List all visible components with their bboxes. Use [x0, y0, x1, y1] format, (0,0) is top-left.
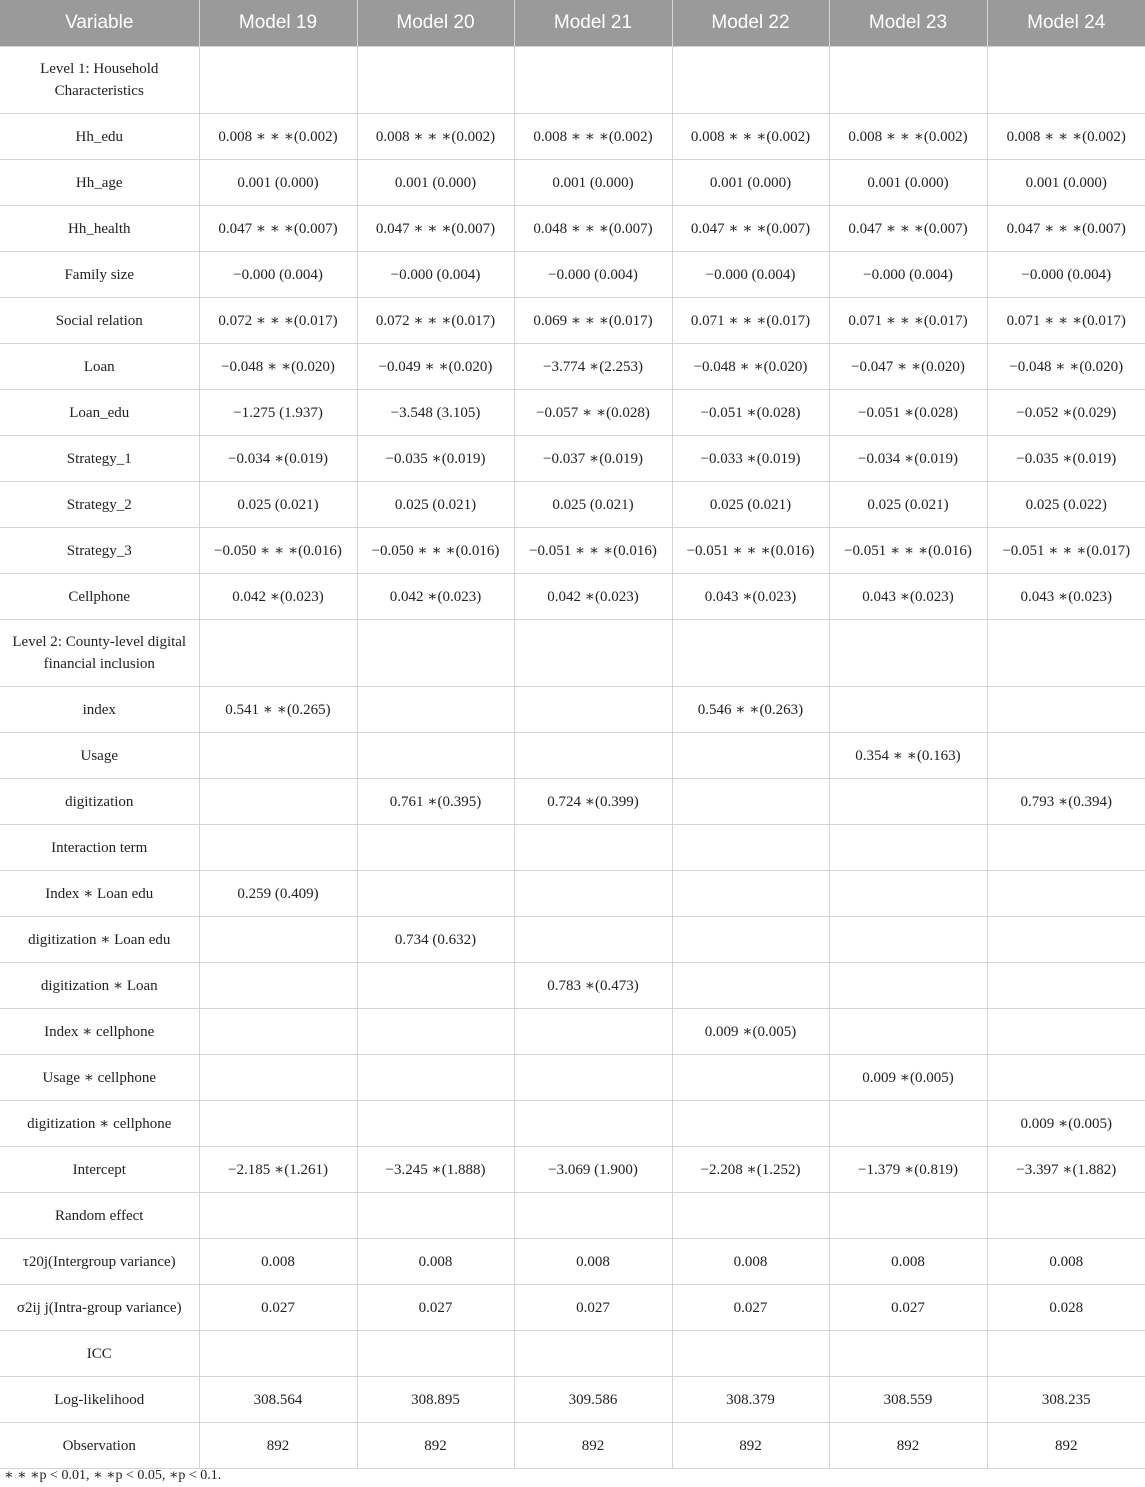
cell-model-21: [514, 1331, 672, 1377]
cell-model-19: 0.027: [199, 1285, 357, 1331]
cell-model-19: −2.185 ∗(1.261): [199, 1147, 357, 1193]
cell-model-22: [672, 1331, 829, 1377]
cell-model-23: 0.025 (0.021): [829, 482, 987, 528]
cell-model-19: [199, 1193, 357, 1239]
table-row: [0, 733, 1145, 779]
cell-model-23: [829, 1009, 987, 1055]
table-row: [0, 825, 1145, 871]
cell-model-23: −0.051 ∗(0.028): [829, 390, 987, 436]
cell-model-23: −0.000 (0.004): [829, 252, 987, 298]
row-label: digitization ∗ Loan edu: [0, 917, 199, 963]
cell-model-21: [514, 871, 672, 917]
cell-model-19: 0.025 (0.021): [199, 482, 357, 528]
cell-model-22: −0.051 ∗ ∗ ∗(0.016): [672, 528, 829, 574]
cell-model-19: 0.259 (0.409): [199, 871, 357, 917]
cell-model-19: [199, 1055, 357, 1101]
row-label: τ20j(Intergroup variance): [0, 1239, 199, 1285]
cell-model-20: [357, 47, 514, 114]
row-label: digitization ∗ cellphone: [0, 1101, 199, 1147]
cell-model-20: 0.008: [357, 1239, 514, 1285]
cell-model-19: 0.001 (0.000): [199, 160, 357, 206]
header-variable: Variable: [0, 0, 199, 47]
table-row: [0, 390, 1145, 436]
cell-model-22: 0.043 ∗(0.023): [672, 574, 829, 620]
cell-model-23: [829, 779, 987, 825]
table-row: [0, 1101, 1145, 1147]
cell-model-22: 0.071 ∗ ∗ ∗(0.017): [672, 298, 829, 344]
table-row: [0, 160, 1145, 206]
cell-model-24: 0.071 ∗ ∗ ∗(0.017): [987, 298, 1145, 344]
cell-model-24: [987, 917, 1145, 963]
cell-model-23: 0.354 ∗ ∗(0.163): [829, 733, 987, 779]
cell-model-21: −3.069 (1.900): [514, 1147, 672, 1193]
cell-model-23: [829, 963, 987, 1009]
table-row: [0, 963, 1145, 1009]
cell-model-24: 0.047 ∗ ∗ ∗(0.007): [987, 206, 1145, 252]
cell-model-21: [514, 1101, 672, 1147]
cell-model-23: [829, 1101, 987, 1147]
cell-model-20: 0.001 (0.000): [357, 160, 514, 206]
cell-model-20: 0.042 ∗(0.023): [357, 574, 514, 620]
row-label: Cellphone: [0, 574, 199, 620]
row-label: Usage ∗ cellphone: [0, 1055, 199, 1101]
cell-model-24: −0.048 ∗ ∗(0.020): [987, 344, 1145, 390]
cell-model-20: −0.000 (0.004): [357, 252, 514, 298]
cell-model-21: 0.042 ∗(0.023): [514, 574, 672, 620]
row-label: Strategy_2: [0, 482, 199, 528]
cell-model-22: [672, 917, 829, 963]
cell-model-20: −3.245 ∗(1.888): [357, 1147, 514, 1193]
row-label: Family size: [0, 252, 199, 298]
cell-model-19: [199, 1101, 357, 1147]
cell-model-22: 0.047 ∗ ∗ ∗(0.007): [672, 206, 829, 252]
cell-model-22: −0.000 (0.004): [672, 252, 829, 298]
cell-model-20: 0.008 ∗ ∗ ∗(0.002): [357, 114, 514, 160]
header-model-20: Model 20: [357, 0, 514, 47]
cell-model-21: 0.008 ∗ ∗ ∗(0.002): [514, 114, 672, 160]
cell-model-23: 0.027: [829, 1285, 987, 1331]
header-model-24: Model 24: [987, 0, 1145, 47]
cell-model-21: −0.000 (0.004): [514, 252, 672, 298]
cell-model-23: [829, 687, 987, 733]
table-row: [0, 1285, 1145, 1331]
cell-model-23: 0.001 (0.000): [829, 160, 987, 206]
cell-model-23: −0.047 ∗ ∗(0.020): [829, 344, 987, 390]
cell-model-21: 0.069 ∗ ∗ ∗(0.017): [514, 298, 672, 344]
cell-model-20: [357, 963, 514, 1009]
row-label: Intercept: [0, 1147, 199, 1193]
cell-model-22: 0.009 ∗(0.005): [672, 1009, 829, 1055]
cell-model-19: 892: [199, 1423, 357, 1469]
row-label: Social relation: [0, 298, 199, 344]
cell-model-19: 0.072 ∗ ∗ ∗(0.017): [199, 298, 357, 344]
cell-model-21: 0.027: [514, 1285, 672, 1331]
cell-model-21: 0.048 ∗ ∗ ∗(0.007): [514, 206, 672, 252]
cell-model-21: [514, 1193, 672, 1239]
cell-model-21: 0.001 (0.000): [514, 160, 672, 206]
cell-model-21: 0.724 ∗(0.399): [514, 779, 672, 825]
header-model-23: Model 23: [829, 0, 987, 47]
cell-model-24: [987, 1055, 1145, 1101]
cell-model-21: [514, 620, 672, 687]
row-label: Hh_age: [0, 160, 199, 206]
cell-model-24: 0.001 (0.000): [987, 160, 1145, 206]
cell-model-24: [987, 963, 1145, 1009]
cell-model-22: [672, 779, 829, 825]
cell-model-22: 308.379: [672, 1377, 829, 1423]
cell-model-20: 892: [357, 1423, 514, 1469]
row-label: Strategy_1: [0, 436, 199, 482]
cell-model-19: 0.541 ∗ ∗(0.265): [199, 687, 357, 733]
cell-model-24: −0.035 ∗(0.019): [987, 436, 1145, 482]
header-model-21: Model 21: [514, 0, 672, 47]
table-row: [0, 1423, 1145, 1469]
cell-model-19: [199, 47, 357, 114]
cell-model-24: −0.051 ∗ ∗ ∗(0.017): [987, 528, 1145, 574]
cell-model-20: [357, 1193, 514, 1239]
cell-model-23: [829, 917, 987, 963]
row-label: Hh_health: [0, 206, 199, 252]
cell-model-21: [514, 825, 672, 871]
cell-model-19: 308.564: [199, 1377, 357, 1423]
table-row: [0, 252, 1145, 298]
cell-model-20: 0.027: [357, 1285, 514, 1331]
cell-model-19: [199, 1331, 357, 1377]
table-row: [0, 687, 1145, 733]
cell-model-24: −0.000 (0.004): [987, 252, 1145, 298]
cell-model-24: −0.052 ∗(0.029): [987, 390, 1145, 436]
row-label: ICC: [0, 1331, 199, 1377]
table-row: [0, 620, 1145, 687]
table-body: [0, 47, 1145, 1469]
cell-model-19: 0.047 ∗ ∗ ∗(0.007): [199, 206, 357, 252]
cell-model-19: 0.042 ∗(0.023): [199, 574, 357, 620]
cell-model-20: 0.025 (0.021): [357, 482, 514, 528]
cell-model-22: [672, 825, 829, 871]
cell-model-19: [199, 733, 357, 779]
cell-model-21: 309.586: [514, 1377, 672, 1423]
cell-model-23: [829, 1193, 987, 1239]
cell-model-24: [987, 871, 1145, 917]
table-row: [0, 114, 1145, 160]
row-label: digitization: [0, 779, 199, 825]
cell-model-21: [514, 1009, 672, 1055]
cell-model-23: [829, 825, 987, 871]
cell-model-22: [672, 871, 829, 917]
cell-model-23: 0.008 ∗ ∗ ∗(0.002): [829, 114, 987, 160]
cell-model-22: 0.008: [672, 1239, 829, 1285]
cell-model-19: [199, 1009, 357, 1055]
cell-model-22: −0.033 ∗(0.019): [672, 436, 829, 482]
cell-model-19: 0.008: [199, 1239, 357, 1285]
row-label: Loan_edu: [0, 390, 199, 436]
cell-model-23: 0.043 ∗(0.023): [829, 574, 987, 620]
cell-model-23: [829, 1331, 987, 1377]
table-row: [0, 206, 1145, 252]
cell-model-19: −0.050 ∗ ∗ ∗(0.016): [199, 528, 357, 574]
table-row: [0, 1055, 1145, 1101]
cell-model-20: 0.047 ∗ ∗ ∗(0.007): [357, 206, 514, 252]
cell-model-24: [987, 687, 1145, 733]
row-label: Random effect: [0, 1193, 199, 1239]
cell-model-24: 0.028: [987, 1285, 1145, 1331]
row-label: Strategy_3: [0, 528, 199, 574]
cell-model-19: −0.000 (0.004): [199, 252, 357, 298]
cell-model-22: 0.008 ∗ ∗ ∗(0.002): [672, 114, 829, 160]
cell-model-22: [672, 1193, 829, 1239]
table-row: [0, 344, 1145, 390]
cell-model-19: [199, 779, 357, 825]
cell-model-22: −0.051 ∗(0.028): [672, 390, 829, 436]
table-row: [0, 1193, 1145, 1239]
cell-model-24: 0.043 ∗(0.023): [987, 574, 1145, 620]
cell-model-21: −0.037 ∗(0.019): [514, 436, 672, 482]
cell-model-19: [199, 963, 357, 1009]
cell-model-23: −0.034 ∗(0.019): [829, 436, 987, 482]
cell-model-24: [987, 825, 1145, 871]
cell-model-20: 0.734 (0.632): [357, 917, 514, 963]
cell-model-21: [514, 47, 672, 114]
cell-model-21: −0.051 ∗ ∗ ∗(0.016): [514, 528, 672, 574]
significance-footnote: ∗ ∗ ∗p < 0.01, ∗ ∗p < 0.05, ∗p < 0.1.: [4, 1468, 222, 1483]
cell-model-19: −0.034 ∗(0.019): [199, 436, 357, 482]
header-model-19: Model 19: [199, 0, 357, 47]
table-row: [0, 436, 1145, 482]
cell-model-20: [357, 1101, 514, 1147]
cell-model-24: 0.009 ∗(0.005): [987, 1101, 1145, 1147]
cell-model-20: 0.761 ∗(0.395): [357, 779, 514, 825]
cell-model-20: [357, 733, 514, 779]
cell-model-23: 0.009 ∗(0.005): [829, 1055, 987, 1101]
cell-model-22: [672, 47, 829, 114]
cell-model-24: [987, 620, 1145, 687]
cell-model-22: [672, 620, 829, 687]
cell-model-22: [672, 963, 829, 1009]
cell-model-22: −2.208 ∗(1.252): [672, 1147, 829, 1193]
table-header-row: [0, 0, 1145, 47]
cell-model-24: 308.235: [987, 1377, 1145, 1423]
cell-model-19: −0.048 ∗ ∗(0.020): [199, 344, 357, 390]
table-row: [0, 1377, 1145, 1423]
cell-model-21: [514, 733, 672, 779]
cell-model-24: [987, 1331, 1145, 1377]
cell-model-19: [199, 825, 357, 871]
row-label: Log-likelihood: [0, 1377, 199, 1423]
cell-model-23: 0.071 ∗ ∗ ∗(0.017): [829, 298, 987, 344]
table-row: [0, 1009, 1145, 1055]
cell-model-24: [987, 1009, 1145, 1055]
cell-model-21: [514, 1055, 672, 1101]
row-label: Usage: [0, 733, 199, 779]
cell-model-23: 0.008: [829, 1239, 987, 1285]
cell-model-23: −1.379 ∗(0.819): [829, 1147, 987, 1193]
cell-model-20: −0.050 ∗ ∗ ∗(0.016): [357, 528, 514, 574]
table-row: [0, 871, 1145, 917]
cell-model-21: 0.008: [514, 1239, 672, 1285]
cell-model-19: −1.275 (1.937): [199, 390, 357, 436]
table-row: [0, 917, 1145, 963]
cell-model-20: −3.548 (3.105): [357, 390, 514, 436]
cell-model-19: [199, 917, 357, 963]
table-row: [0, 1147, 1145, 1193]
cell-model-22: 0.546 ∗ ∗(0.263): [672, 687, 829, 733]
cell-model-23: [829, 47, 987, 114]
cell-model-20: [357, 871, 514, 917]
row-label: Hh_edu: [0, 114, 199, 160]
cell-model-23: −0.051 ∗ ∗ ∗(0.016): [829, 528, 987, 574]
cell-model-20: [357, 687, 514, 733]
cell-model-20: −0.049 ∗ ∗(0.020): [357, 344, 514, 390]
row-label: index: [0, 687, 199, 733]
cell-model-22: 0.027: [672, 1285, 829, 1331]
cell-model-21: −3.774 ∗(2.253): [514, 344, 672, 390]
cell-model-20: −0.035 ∗(0.019): [357, 436, 514, 482]
cell-model-23: 0.047 ∗ ∗ ∗(0.007): [829, 206, 987, 252]
cell-model-24: 0.008: [987, 1239, 1145, 1285]
cell-model-22: [672, 1101, 829, 1147]
cell-model-22: 0.025 (0.021): [672, 482, 829, 528]
cell-model-23: 892: [829, 1423, 987, 1469]
row-label: Interaction term: [0, 825, 199, 871]
cell-model-24: [987, 47, 1145, 114]
cell-model-23: [829, 871, 987, 917]
table-row: [0, 779, 1145, 825]
cell-model-21: 0.783 ∗(0.473): [514, 963, 672, 1009]
cell-model-24: 892: [987, 1423, 1145, 1469]
cell-model-19: 0.008 ∗ ∗ ∗(0.002): [199, 114, 357, 160]
row-label: digitization ∗ Loan: [0, 963, 199, 1009]
row-label: Level 1: Household Characteristics: [0, 47, 199, 114]
cell-model-20: [357, 620, 514, 687]
row-label: σ2ij j(Intra-group variance): [0, 1285, 199, 1331]
cell-model-20: [357, 1055, 514, 1101]
table-row: [0, 528, 1145, 574]
header-model-22: Model 22: [672, 0, 829, 47]
cell-model-20: [357, 1009, 514, 1055]
cell-model-22: −0.048 ∗ ∗(0.020): [672, 344, 829, 390]
cell-model-22: 0.001 (0.000): [672, 160, 829, 206]
cell-model-23: 308.559: [829, 1377, 987, 1423]
cell-model-23: [829, 620, 987, 687]
cell-model-22: 892: [672, 1423, 829, 1469]
row-label: Index ∗ cellphone: [0, 1009, 199, 1055]
cell-model-24: −3.397 ∗(1.882): [987, 1147, 1145, 1193]
cell-model-20: 0.072 ∗ ∗ ∗(0.017): [357, 298, 514, 344]
row-label: Index ∗ Loan edu: [0, 871, 199, 917]
cell-model-24: [987, 1193, 1145, 1239]
cell-model-19: [199, 620, 357, 687]
row-label: Observation: [0, 1423, 199, 1469]
table-row: [0, 1239, 1145, 1285]
row-label: Level 2: County-level digital financial inclusion: [0, 620, 199, 687]
cell-model-24: 0.793 ∗(0.394): [987, 779, 1145, 825]
cell-model-22: [672, 1055, 829, 1101]
cell-model-24: 0.008 ∗ ∗ ∗(0.002): [987, 114, 1145, 160]
cell-model-20: [357, 1331, 514, 1377]
cell-model-21: −0.057 ∗ ∗(0.028): [514, 390, 672, 436]
cell-model-20: [357, 825, 514, 871]
table-row: [0, 482, 1145, 528]
cell-model-24: [987, 733, 1145, 779]
cell-model-21: 892: [514, 1423, 672, 1469]
table-row: [0, 47, 1145, 114]
table-row: [0, 574, 1145, 620]
table-row: [0, 298, 1145, 344]
cell-model-24: 0.025 (0.022): [987, 482, 1145, 528]
table-row: [0, 1331, 1145, 1377]
cell-model-22: [672, 733, 829, 779]
cell-model-20: 308.895: [357, 1377, 514, 1423]
cell-model-21: [514, 687, 672, 733]
cell-model-21: 0.025 (0.021): [514, 482, 672, 528]
cell-model-21: [514, 917, 672, 963]
row-label: Loan: [0, 344, 199, 390]
